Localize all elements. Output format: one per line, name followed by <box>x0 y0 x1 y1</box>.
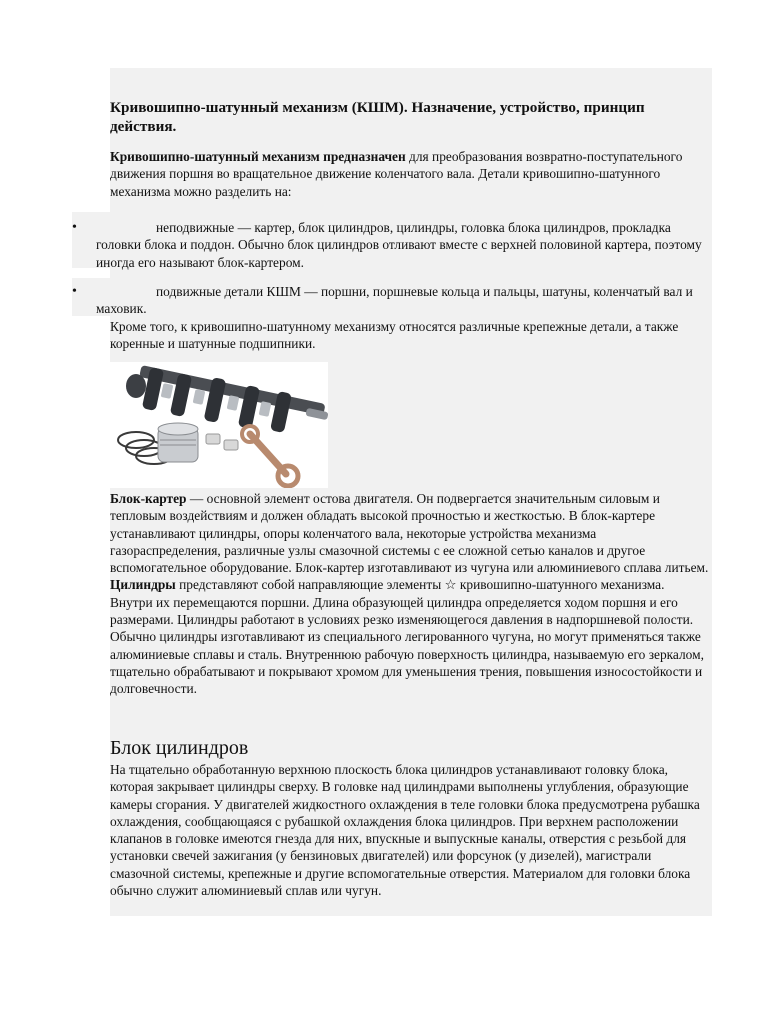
block-carter-paragraph <box>110 490 710 698</box>
extra-paragraph: Кроме того, к кривошипно-шатунному механизму относятся различные крепежные детали, а также коренные и шатунные подшипники. <box>110 319 679 352</box>
cylinder-head-paragraph: На тщательно обработанную верхнюю плоскость блока цилиндров устанавливают головку блока, которая закрывает цилиндры сверху. В головке над цилиндрами выполнены углубления, образующие камеры сгорания. У двигателей жидкостного охлаждения в теле головки блока предусмотрена рубашка охлаждения, сообщающаяся с рубашкой охлаждения блока цилиндров. При верхнем расположении клапанов в головке имеются гнезда для них, впускные и выпускные каналы, отверстия с резьбой для установки свечей зажигания (у бензиновых двигателей) или форсунок (у дизелей), магистрали смазочной системы, крепежные и другие вспомогательные отверстия. Материалом для головки блока обычно служит алюминиевый сплав или чугун. <box>110 762 700 899</box>
bullet-dot: • <box>72 220 77 235</box>
bullet-item-moving-parts: подвижные детали КШМ — поршни, поршневые кольца и пальцы, шатуны, коленчатый вал и маховик. <box>96 284 693 317</box>
document-title: Кривошипно-шатунный механизм (КШМ). Назначение, устройство, принцип действия. <box>110 99 645 135</box>
cylinders-text: представляют собой направляющие элементы ☆ кривошипно-шатунного механизма. Внутри их перемещаются поршни. Длина образующей цилиндра определяется ходом поршня и его размерами. Цилиндры работают в условиях резко изменяющегося давления в надпоршневой полости. Обычно цилиндры изготавливают из специального легированного чугуна, но могут применяться также алюминиевые сплавы и сталь. Внутреннюю рабочую поверхность цилиндра, называемую его зеркалом, тщательно обрабатывают и покрывают хромом для уменьшения трения, повышения износостойкости и долговечности. <box>110 577 704 697</box>
cylinders-term: Цилиндры <box>110 577 176 593</box>
section-heading: Блок цилиндров <box>110 737 249 759</box>
intro-lead: Кривошипно-шатунный механизм предназначен <box>110 149 406 164</box>
block-carter-term: Блок-картер <box>110 491 187 506</box>
crankshaft-photo <box>110 362 328 488</box>
bullet-item-fixed-parts: неподвижные — картер, блок цилиндров, цилиндры, головка блока цилиндров, прокладка головки блока и поддон. Обычно блок цилиндров отливают вместе с верхней половиной картера, поэтому иногда его называют блок-картером. <box>96 220 702 270</box>
block-carter-text: — основной элемент остова двигателя. Он подвергается значительным силовым и тепловым воздействиям и должен обладать высокой прочностью и жесткостью. В блок-картере устанавливают цилиндры, опоры коленчатого вала, некоторые устройства механизма газораспределения, различные узлы смазочной системы с ее сложной сетью каналов и другое вспомогательное оборудование. Блок-картер изготавливают из чугуна или алюминиевого сплава литьем. <box>110 491 709 576</box>
bullet-dot: • <box>72 284 77 299</box>
intro-paragraph <box>110 148 710 200</box>
crankshaft-piston-illustration <box>110 362 328 488</box>
intro-text: для преобразования возвратно-поступательного движения поршня во вращательное движение коленчатого вала. Детали кривошипно-шатунного механизма можно разделить на: <box>110 149 683 199</box>
